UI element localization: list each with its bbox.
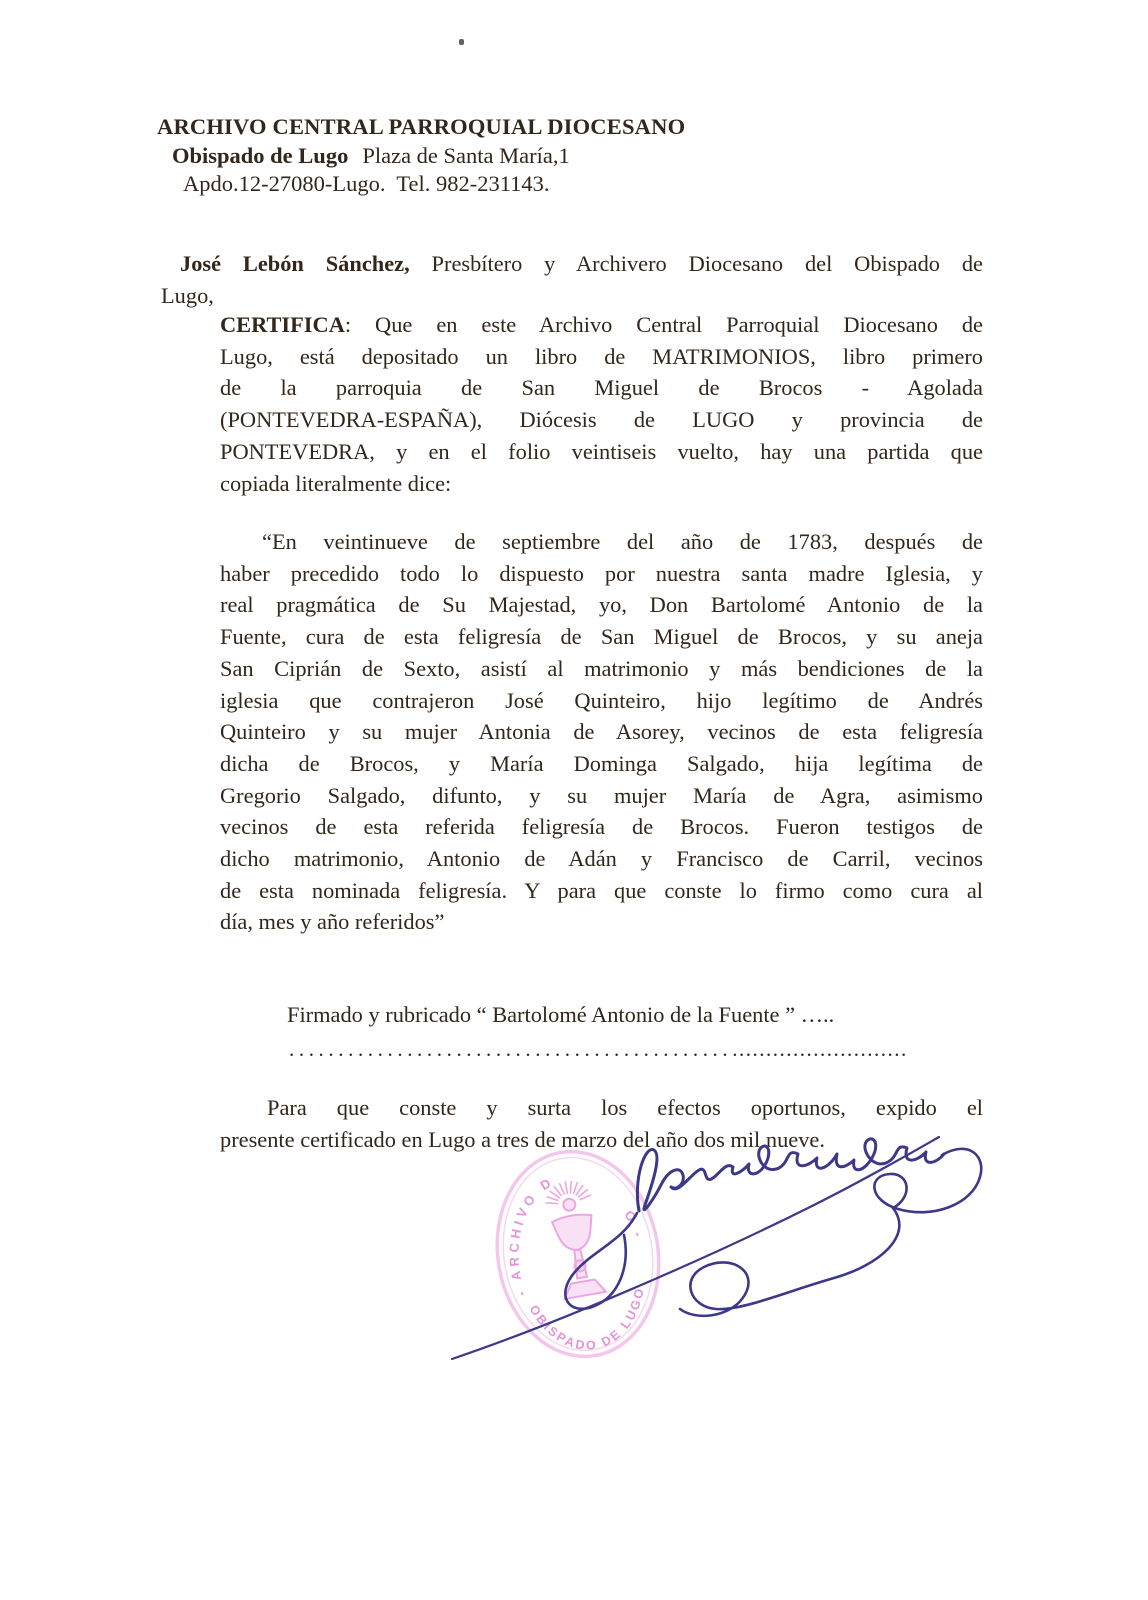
signature-diagonal-stroke	[452, 1137, 939, 1359]
scan-speck	[459, 39, 464, 45]
stamp-arc-top-text: - ARCHIVO D	[506, 1173, 557, 1299]
text-line: de la parroquia de San Miguel de Brocos - Agolada	[220, 375, 983, 401]
certifica-keyword: CERTIFICA	[220, 312, 345, 337]
letterhead-contact: Apdo.12-27080-Lugo. Tel. 982-231143.	[183, 171, 550, 196]
text-line: copiada literalmente dice:	[220, 470, 452, 496]
transcribed-record	[220, 526, 983, 938]
text-line: dicha de Brocos, y María Dominga Salgado, hija legítima de	[220, 750, 983, 776]
intro-paragraph	[161, 248, 983, 311]
certification-paragraph	[220, 309, 983, 499]
signatory-name: José Lebón Sánchez,	[180, 251, 410, 276]
handwritten-signature	[390, 1115, 990, 1385]
text-line	[220, 309, 983, 341]
text-line: “En veintinueve de septiembre del año de 1783, después de	[262, 529, 983, 554]
text-line	[161, 248, 983, 280]
text-line: vecinos de esta referida feligresía de Brocos. Fueron testigos de	[220, 814, 983, 840]
letterhead-org: Obispado de Lugo	[172, 142, 349, 168]
text-line: de esta nominada feligresía. Y para que conste lo firmo como cura al	[220, 877, 983, 903]
text-line: (PONTEVEDRA-ESPAÑA), Diócesis de LUGO y provincia de	[220, 407, 983, 433]
text-line: presente certificado en Lugo a tres de marzo del año dos mil nueve.	[220, 1126, 825, 1152]
text-line: día, mes y año referidos”	[220, 909, 445, 935]
signatory-role: Presbítero y Archivero Diocesano del Obispado de	[409, 251, 983, 276]
text-line: Lugo, está depositado un libro de MATRIMONIOS, libro primero	[220, 343, 983, 369]
letterhead	[157, 113, 685, 199]
signature-center-loop	[680, 1208, 899, 1316]
text-line: Lugo,	[161, 282, 214, 308]
text-line: real pragmática de Su Majestad, yo, Don Bartolomé Antonio de la	[220, 592, 983, 618]
text-line: PONTEVEDRA, y en el folio veintiseis vuelto, hay una partida que	[220, 438, 983, 464]
dotted-rule-wide: .............................................	[289, 1037, 733, 1061]
text-line: Gregorio Salgado, difunto, y su mujer María de Agra, asimismo	[220, 782, 983, 808]
signature-left-loop	[565, 1213, 637, 1309]
letterhead-subtitle	[172, 142, 685, 171]
text-line: Quinteiro y su mujer Antonia de Asorey, vecinos de esta feligresía	[220, 719, 983, 745]
text-line: haber precedido todo lo dispuesto por nuestra santa madre Iglesia, y	[220, 560, 983, 586]
dotted-rule-tight: ..........................	[732, 1037, 908, 1061]
text-line: iglesia que contrajeron José Quinteiro, hijo legítimo de Andrés	[220, 687, 983, 713]
text-line: dicho matrimonio, Antonio de Adán y Francisco de Carril, vecinos	[220, 846, 983, 872]
dotted-rule	[289, 1034, 908, 1064]
signed-and-initialed-note: Firmado y rubricado “ Bartolomé Antonio de la Fuente ” …..	[287, 1002, 835, 1027]
text-line: San Ciprián de Sexto, asistí al matrimonio y más bendiciones de la	[220, 655, 983, 681]
stamp-arc-right-text: O -	[621, 1208, 648, 1243]
text-line: Para que conste y surta los efectos oportunos, expido el	[267, 1095, 983, 1120]
stamp-arc-bottom-text: OBISPADO DE LUGO	[526, 1285, 648, 1353]
text-line: Fuente, cura de esta feligresía de San Miguel de Brocos, y su aneja	[220, 624, 983, 650]
certifica-rest: : Que en este Archivo Central Parroquial Diocesano de	[344, 312, 983, 337]
certification-lines	[220, 341, 983, 500]
letterhead-address: Plaza de Santa María,1	[362, 142, 570, 168]
letterhead-title: ARCHIVO CENTRAL PARROQUIAL DIOCESANO	[157, 114, 686, 139]
